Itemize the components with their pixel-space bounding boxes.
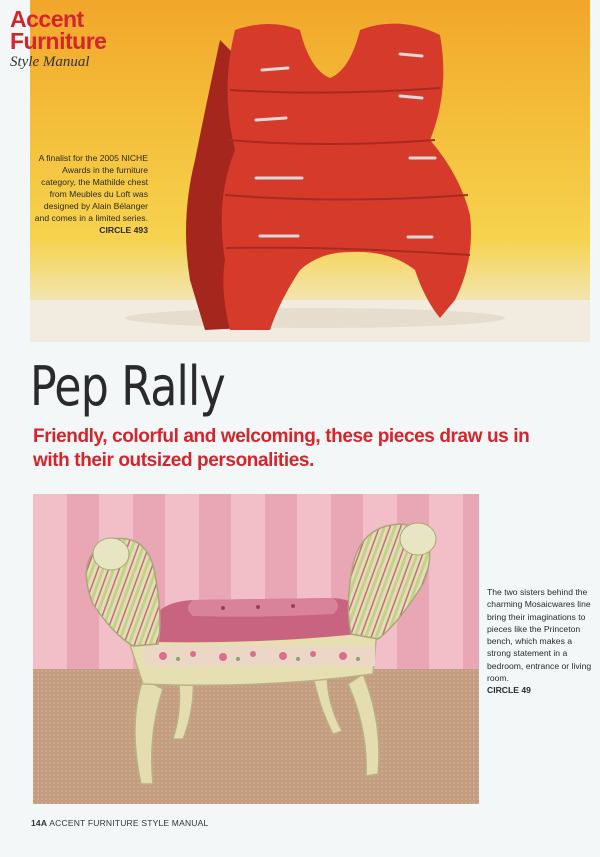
article-deck: Friendly, colorful and welcoming, these pieces draw us in with their outsized personalities.: [33, 426, 530, 471]
publication-name: ACCENT FURNITURE STYLE MANUAL: [49, 818, 209, 828]
princeton-bench-photo: [33, 494, 479, 804]
top-caption-circle: CIRCLE 493: [99, 225, 148, 235]
bottom-caption-circle: CIRCLE 49: [487, 685, 531, 696]
top-photo-caption: [28, 152, 148, 236]
section-title-line2: Furniture: [10, 28, 107, 54]
bench-illustration: [33, 494, 479, 804]
page-footer: [31, 818, 208, 828]
section-title-line1: Accent: [10, 6, 84, 32]
page-number: 14A: [31, 818, 48, 828]
bottom-caption-text: The two sisters behind the charming Mosaicwares line bring their imaginations to pieces like the Princeton bench, which makes a strong statement in a bedroom, entrance or living room.: [487, 587, 592, 684]
article-headline: Pep Rally: [30, 355, 225, 418]
section-subtitle: Style Manual: [10, 54, 90, 70]
section-label: [10, 8, 210, 71]
bottom-photo-caption: [487, 586, 595, 697]
top-caption-text: A finalist for the 2005 NICHE Awards in the furniture category, the Mathilde chest from Meubles du Loft was designed by Alain Bélanger and comes in a limited series.: [34, 153, 148, 223]
